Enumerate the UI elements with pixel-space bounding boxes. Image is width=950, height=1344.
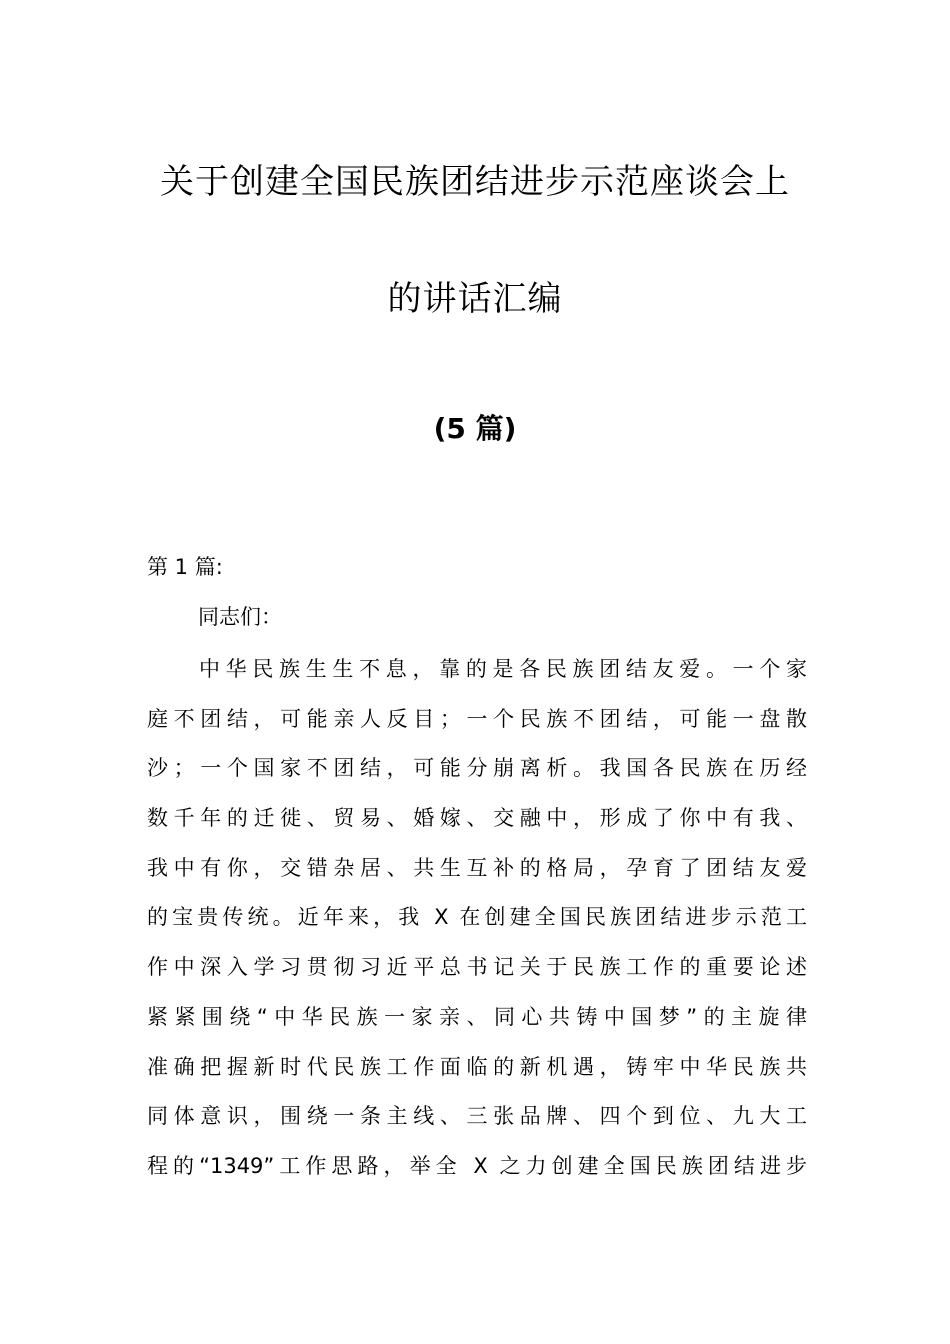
body-line-7: 作中深入学习贯彻习近平总书记关于民族工作的重要论述 [147,955,807,980]
body-line-4: 数千年的迁徙、贸易、婚嫁、交融中，形成了你中有我、 [147,806,807,831]
body-paragraph [147,650,807,1197]
body-line-1: 中华民族生生不息，靠的是各民族团结友爱。一个家 [199,657,807,681]
body-line-2: 庭不团结，可能亲人反目；一个民族不团结，可能一盘散 [147,706,807,731]
body-line-10: 同体意识，围绕一条主线、三张品牌、四个到位、九大工 [147,1104,807,1129]
document-title-line-1: 关于创建全国民族团结进步示范座谈会上 [160,162,790,202]
greeting: 同志们： [198,605,282,629]
article-heading: 第 1 篇: [147,555,223,579]
body-line-8: 紧紧围绕“中华民族一家亲、同心共铸中国梦”的主旋律 [147,1004,807,1029]
body-line-3: 沙；一个国家不团结，可能分崩离析。我国各民族在历经 [147,756,807,781]
body-line-11: 程的“1349”工作思路，举全 X 之力创建全国民族团结进步 [147,1153,807,1178]
body-line-5: 我中有你，交错杂居、共生互补的格局，孕育了团结友爱 [147,855,807,880]
body-line-9: 准确把握新时代民族工作面临的新机遇，铸牢中华民族共 [147,1054,807,1079]
document-title-line-2: 的讲话汇编 [387,279,563,319]
body-line-6: 的宝贵传统。近年来，我 X 在创建全国民族团结进步示范工 [147,905,807,930]
article-count: (5 篇) [433,412,517,445]
